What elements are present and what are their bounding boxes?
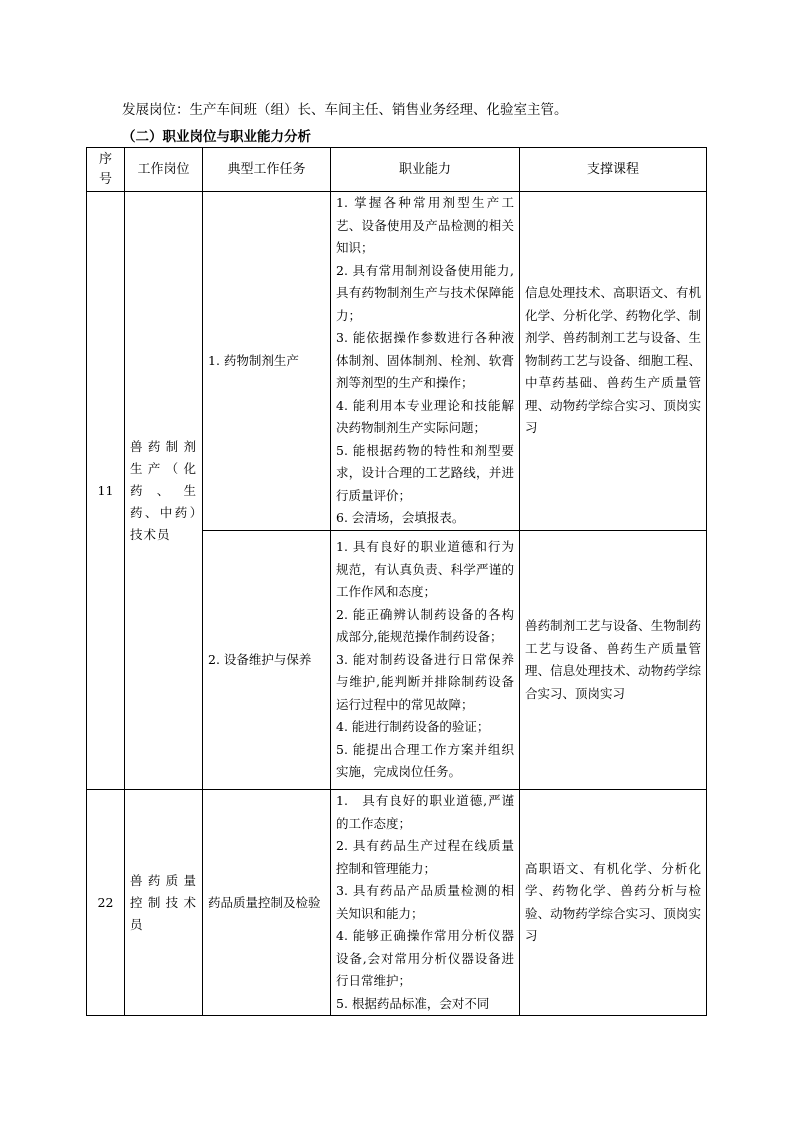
row-post: 兽药质量控制技术员 <box>125 790 203 1016</box>
row-task: 2. 设备维护与保养 <box>203 531 331 790</box>
ability-item: 6. 会清场，会填报表。 <box>336 510 465 526</box>
row-task: 药品质量控制及检验 <box>203 790 331 1016</box>
header-ability: 职业能力 <box>331 148 520 192</box>
row-course: 信息处理技术、高职语文、有机化学、分析化学、药物化学、制剂学、兽药制剂工艺与设备、生物制药工艺与设备、细胞工程、中草药基础、兽药生产质量管理、动物药学综合实习、顶岗实习 <box>520 192 707 531</box>
ability-item: 5. 能根据药物的特性和剂型要求，设计合理的工艺路线，并进行质量评价； <box>336 442 514 503</box>
ability-item: 3. 能对制药设备进行日常保养与维护,能判断并排除制药设备运行过程中的常见故障； <box>336 651 514 712</box>
ability-item: 1. 具有良好的职业道德,严谨的工作态度； <box>336 793 514 831</box>
ability-item: 2. 具有常用制剂设备使用能力,具有药物制剂生产与技术保障能力； <box>336 262 514 323</box>
header-task: 典型工作任务 <box>203 148 331 192</box>
header-course: 支撑课程 <box>520 148 707 192</box>
row-ability <box>331 531 520 790</box>
ability-item: 1. 具有良好的职业道德和行为规范，有认真负责、科学严谨的工作作风和态度； <box>336 539 514 600</box>
table-header-row <box>87 148 707 192</box>
ability-item: 4. 能进行制药设备的验证； <box>336 719 490 735</box>
header-post: 工作岗位 <box>125 148 203 192</box>
ability-item: 2. 能正确辨认制药设备的各构成部分,能规范操作制药设备； <box>336 606 514 645</box>
job-ability-table <box>86 147 707 1016</box>
ability-item: 5. 能提出合理工作方案并组织实施，完成岗位任务。 <box>336 741 514 780</box>
table-row <box>87 192 707 531</box>
ability-item: 1. 掌握各种常用剂型生产工艺、设备使用及产品检测的相关知识； <box>336 195 514 256</box>
row-seq: 22 <box>87 790 125 1016</box>
ability-item: 3. 具有药品产品质量检测的相关知识和能力； <box>336 883 514 921</box>
row-seq: 11 <box>87 192 125 790</box>
row-task: 1. 药物制剂生产 <box>203 192 331 531</box>
ability-item: 2. 具有药品生产过程在线质量控制和管理能力； <box>336 838 514 876</box>
ability-item: 3. 能依据操作参数进行各种液体制剂、固体制剂、栓剂、软膏剂等剂型的生产和操作； <box>336 330 514 391</box>
header-seq: 序号 <box>87 148 125 192</box>
table-row <box>87 790 707 1016</box>
row-ability <box>331 790 520 1016</box>
row-course: 兽药制剂工艺与设备、生物制药工艺与设备、兽药生产质量管理、信息处理技术、动物药学综合实习、顶岗实习 <box>520 531 707 790</box>
section-heading: （二）职业岗位与职业能力分析 <box>122 129 311 145</box>
row-ability <box>331 192 520 531</box>
ability-item: 5. 根据药品标准，会对不同 <box>336 995 490 1011</box>
intro-paragraph: 发展岗位：生产车间班（组）长、车间主任、销售业务经理、化验室主管。 <box>122 102 568 118</box>
ability-item: 4. 能够正确操作常用分析仪器设备,会对常用分析仪器设备进行日常维护； <box>336 928 514 988</box>
row-course: 高职语文、有机化学、分析化学、药物化学、兽药分析与检验、动物药学综合实习、顶岗实习 <box>520 790 707 1016</box>
ability-item: 4. 能利用本专业理论和技能解决药物制剂生产实际问题； <box>336 397 514 436</box>
row-post: 兽药制剂生产（化药、生药、中药）技术员 <box>125 192 203 790</box>
